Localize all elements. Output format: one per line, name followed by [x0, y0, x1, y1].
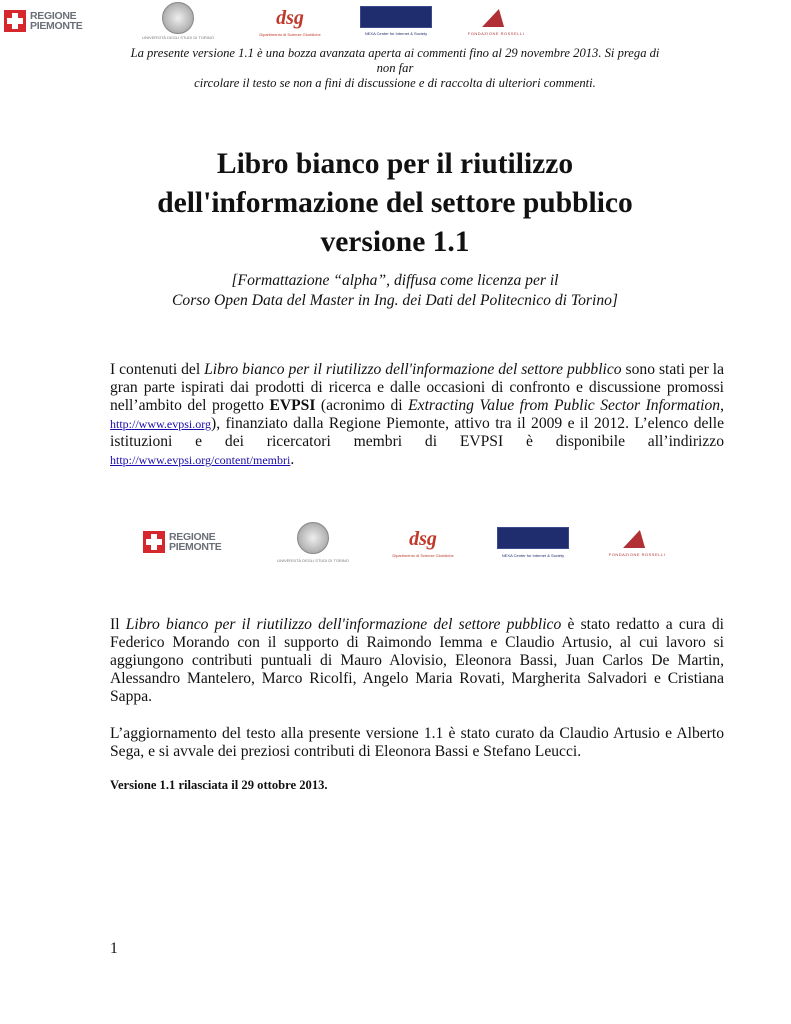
evpsi-link[interactable]: http://www.evpsi.org	[110, 417, 211, 431]
text-run: I contenuti del	[110, 361, 205, 378]
text-run: ,	[720, 397, 725, 414]
text-run: nell’ambito del progetto	[110, 397, 270, 414]
evpsi-members-link[interactable]: http://www.evpsi.org/content/membri	[110, 453, 291, 467]
partners-logo-strip	[143, 521, 691, 563]
authors-line-5: Sappa.	[110, 688, 153, 705]
regione-logo-line1: REGIONE	[169, 531, 216, 543]
nexa-emblem-icon	[360, 6, 432, 28]
regione-logo-line2: PIEMONTE	[30, 20, 83, 32]
regione-piemonte-logo	[143, 521, 263, 563]
dsg-logo-mark: dsg	[409, 527, 437, 550]
text-run: ), finanziato dalla Regione Piemonte, attivo tra il 2009 e il 2012. L’elenco delle	[211, 415, 724, 432]
subtitle-line-1: [Formattazione “alpha”, diffusa come licenza per il	[231, 272, 559, 289]
page-number: 1	[110, 940, 118, 957]
fondazione-logo-caption: FONDAZIONE ROSSELLI	[467, 31, 525, 36]
intro-line-2: gran parte ispirati dai prodotti di ricerca e dalle occasioni di confronto e discussione promossi	[110, 379, 724, 396]
text-run: (acronimo di	[315, 397, 409, 414]
update-line-1: L’aggiornamento del testo alla presente versione 1.1 è stato curato da Claudio Artusio e Alberto	[110, 725, 724, 742]
intro-paragraph	[110, 361, 724, 469]
draft-notice	[120, 46, 670, 91]
nexa-logo-caption: NEXA Center for Internet & Society	[501, 553, 565, 558]
regione-logo-line2: PIEMONTE	[169, 541, 222, 553]
regione-cross-icon	[143, 531, 165, 553]
fondazione-mark-icon	[623, 530, 651, 548]
intro-line-6	[110, 451, 724, 469]
fondazione-logo-caption: FONDAZIONE ROSSELLI	[608, 552, 666, 557]
dsg-logo	[363, 521, 483, 563]
intro-line-3	[110, 397, 724, 415]
title-line-2: dell'informazione del settore pubblico	[157, 187, 633, 219]
title-line-1: Libro bianco per il riutilizzo	[216, 148, 574, 180]
universita-seal-icon	[162, 2, 194, 34]
notice-line-1: La presente versione 1.1 è una bozza avanzata aperta ai commenti fino al 29 novembre 2013. Si prega di non far	[130, 46, 660, 75]
nexa-logo	[483, 521, 583, 563]
text-run: è stato redatto a cura di	[561, 616, 724, 633]
acronym-expansion-italic: Extracting Value from Public Sector Information	[408, 397, 721, 414]
authors-line-4: Alessandro Mantelero, Marco Ricolfi, Angelo Maria Rovati, Margherita Salvadori e Cristiana	[110, 670, 724, 687]
release-note: Versione 1.1 rilasciata il 29 ottobre 2013.	[110, 778, 328, 792]
fondazione-rosselli-logo	[446, 2, 546, 40]
nexa-logo	[346, 2, 446, 40]
update-paragraph	[110, 725, 724, 761]
dsg-logo-caption: Dipartimento di Scienze Giuridiche	[259, 32, 321, 37]
regione-piemonte-logo	[4, 2, 122, 40]
book-title-italic: Libro bianco per il riutilizzo dell'informazione del settore pubblico	[204, 361, 622, 378]
document-title	[110, 145, 680, 262]
nexa-emblem-icon	[497, 527, 569, 549]
authors-line-3: aggiungono contributi puntuali di Mauro Alovisio, Eleonora Bassi, Juan Carlos De Martin,	[110, 652, 724, 669]
dsg-logo	[234, 2, 346, 40]
intro-line-5: istituzioni e dei ricercatori membri di EVPSI è disponibile all’indirizzo	[110, 433, 724, 450]
document-subtitle	[110, 271, 680, 311]
header-logo-strip	[4, 2, 559, 40]
notice-line-2: circolare il testo se non a fini di discussione e di raccolta di ulteriori commenti.	[194, 76, 596, 90]
authors-line-2: Federico Morando con il supporto di Raimondo Iemma e Claudio Artusio, al cui lavoro si	[110, 634, 724, 651]
book-title-italic: Libro bianco per il riutilizzo dell'informazione del settore pubblico	[125, 616, 562, 633]
fondazione-mark-icon	[482, 9, 510, 27]
fondazione-rosselli-logo	[583, 521, 691, 563]
nexa-logo-caption: NEXA Center for Internet & Society	[364, 31, 428, 36]
universita-torino-logo	[263, 521, 363, 563]
regione-cross-icon	[4, 10, 26, 32]
dsg-logo-caption: Dipartimento di Scienze Giuridiche	[392, 553, 454, 558]
text-run: sono stati per la	[621, 361, 724, 378]
authors-line-1	[110, 616, 724, 634]
universita-seal-icon	[297, 522, 329, 554]
regione-logo-line1: REGIONE	[30, 10, 77, 22]
authors-paragraph	[110, 616, 724, 706]
universita-logo-caption: UNIVERSITÀ DEGLI STUDI DI TORINO	[142, 35, 214, 40]
text-run: .	[290, 451, 295, 468]
evpsi-bold: EVPSI	[269, 397, 316, 414]
subtitle-line-2: Corso Open Data del Master in Ing. dei Dati del Politecnico di Torino]	[172, 292, 618, 309]
dsg-logo-mark: dsg	[276, 6, 304, 29]
text-run: Il	[110, 616, 126, 633]
update-line-2: Sega, e si avvale dei preziosi contributi di Eleonora Bassi e Stefano Leucci.	[110, 743, 582, 760]
title-line-3: versione 1.1	[320, 226, 470, 258]
intro-line-4	[110, 415, 724, 433]
universita-logo-caption: UNIVERSITÀ DEGLI STUDI DI TORINO	[277, 558, 349, 563]
universita-torino-logo	[122, 2, 234, 40]
intro-line-1	[110, 361, 724, 379]
